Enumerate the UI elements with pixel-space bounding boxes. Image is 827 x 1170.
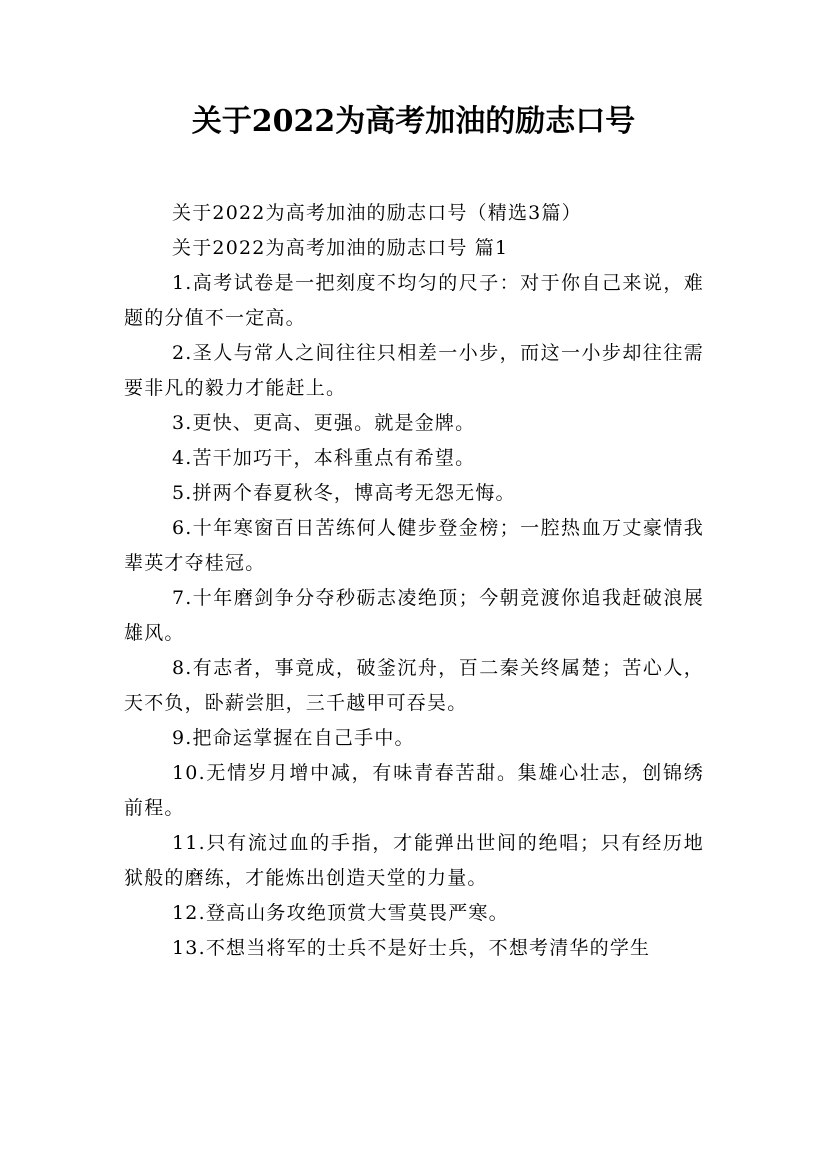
paragraph-item-3: 3.更快、更高、更强。就是金牌。 xyxy=(172,412,476,434)
paragraph-item-9: 9.把命运掌握在自己手中。 xyxy=(172,727,415,749)
paragraph-item-13: 13.不想当将军的士兵不是好士兵，不想考清华的学生 xyxy=(172,937,651,959)
paragraph-item-7: 7.十年磨剑争分夺秒砺志凌绝顶；今朝竞渡你追我赶破浪展雄风。 xyxy=(124,587,704,644)
paragraph-item-1: 1.高考试卷是一把刻度不均匀的尺子：对于你自己来说，难题的分值不一定高。 xyxy=(124,272,704,329)
document-title: 关于2022为高考加油的励志口号 xyxy=(191,104,636,139)
paragraph-item-5: 5.拼两个春夏秋冬，博高考无怨无悔。 xyxy=(172,482,516,504)
paragraph-item-8: 8.有志者，事竟成，破釜沉舟，百二秦关终属楚；苦心人，天不负，卧薪尝胆，三千越甲可吞吴。 xyxy=(124,657,704,714)
paragraph-item-2: 2.圣人与常人之间往往只相差一小步，而这一小步却往往需要非凡的毅力才能赶上。 xyxy=(124,342,704,399)
document-body xyxy=(124,196,704,966)
paragraph-item-12: 12.登高山务攻绝顶赏大雪莫畏严寒。 xyxy=(172,902,509,924)
paragraph-item-6: 6.十年寒窗百日苦练何人健步登金榜；一腔热血万丈豪情我辈英才夺桂冠。 xyxy=(124,517,704,574)
paragraph-subtitle: 关于2022为高考加油的励志口号（精选3篇） xyxy=(172,202,582,224)
paragraph-item-4: 4.苦干加巧干，本科重点有希望。 xyxy=(172,447,476,469)
paragraph-item-10: 10.无情岁月增中减，有味青春苦甜。集雄心壮志，创锦绣前程。 xyxy=(124,762,704,819)
paragraph-item-11: 11.只有流过血的手指，才能弹出世间的绝唱；只有经历地狱般的磨练，才能炼出创造天堂的力量。 xyxy=(124,832,704,889)
paragraph-section-heading: 关于2022为高考加油的励志口号 篇1 xyxy=(172,237,509,259)
